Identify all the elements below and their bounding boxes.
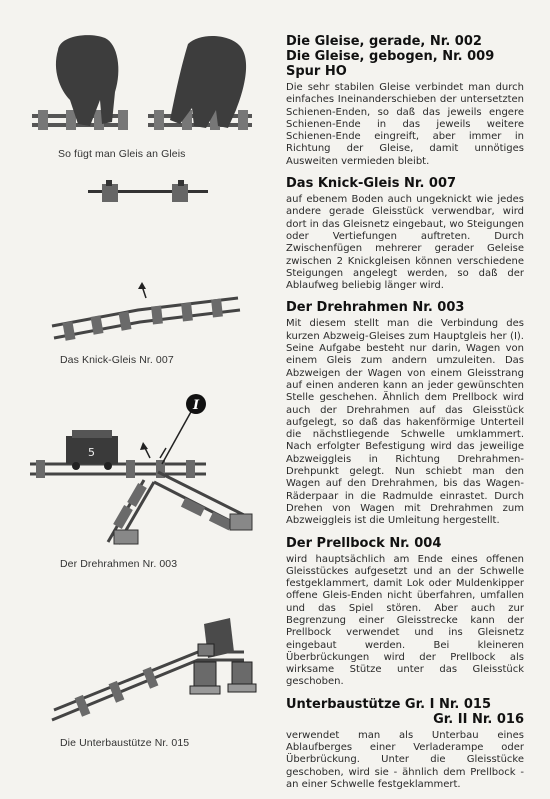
body-prellbock: wird hauptsächlich am Ende eines offenen Gleisstückes aufgesetzt und an der Schwelle festgeklammert, damit Lok oder Muldenkipper offene Gleis-Enden nicht überfahren, umfallen und das Spiel stören. Aber auch zur Begrenzung einer Gleisstrecke kann der Prellbock verwendet und ins Gleisnetz eingebaut werden. Bei kleineren Überbrückungen wird der Prellbock als wirksame Stütze unter das Gleisstück geschoben. xyxy=(286,553,524,688)
fig2-caption: Das Knick-Gleis Nr. 007 xyxy=(60,354,174,366)
marker-label: I xyxy=(193,398,200,413)
fig4-caption: Die Unterbaustütze Nr. 015 xyxy=(60,737,190,749)
left-hand xyxy=(56,35,118,126)
heading-prellbock: Der Prellbock Nr. 004 xyxy=(286,535,442,551)
heading-gleise-gerade: Die Gleise, gerade, Nr. 002 xyxy=(286,34,482,49)
section-unterbaustuetze xyxy=(286,697,524,791)
illustration-column xyxy=(0,0,262,790)
text-column xyxy=(286,34,524,799)
heading-gleise-gebogen: Die Gleise, gebogen, Nr. 009 xyxy=(286,49,495,64)
heading-unterbaustuetze-2: Gr. II Nr. 016 xyxy=(433,711,524,727)
unterbaustuetze-illustration xyxy=(48,616,262,724)
body-gleise: Die sehr stabilen Gleise verbindet man durch einfaches Ineinanderschieben der untersetzten Schienen-Enden, so daß das jeweils engere Schienen-Ende in das jeweils weitere Schienen-Ende eingreift, aber immer in Richtung der Gleise, damit unnötiges Ausweiten vermieden bleibt. xyxy=(286,82,524,167)
wagon-number-label: 5 xyxy=(88,446,95,459)
hands-joining-track-illustration xyxy=(30,30,260,140)
fig3-caption: Der Drehrahmen Nr. 003 xyxy=(60,558,178,570)
drehrahmen-illustration xyxy=(26,392,262,550)
body-knick-gleis: auf ebenem Boden auch ungeknickt wie jedes andere gerade Gleisstück verwendbar, wird dort in das Gleisnetz eingebaut, wo Steigungen oder Vertiefungen auftreten. Durch Zwischenfügen mehrerer gerader Geleise zwischen 2 Knickgleisen können verschiedene Steigungen angelegt werden, so daß der Ablaufweg beliebig länger wird. xyxy=(286,194,524,292)
section-knick-gleis xyxy=(286,176,524,292)
heading-unterbaustuetze-1: Unterbaustütze Gr. I Nr. 015 xyxy=(286,696,492,712)
joined-track-detail xyxy=(88,178,208,208)
section-prellbock xyxy=(286,536,524,689)
body-unterbaustuetze: verwendet man als Unterbau eines Ablaufberges einer Verladerampe oder Überbrückung. Unter die Gleisstücke geschoben, wird sie - ähnlich dem Prellbock - an einer Schwelle festgeklammert. xyxy=(286,729,524,790)
heading-drehrahmen: Der Drehrahmen Nr. 003 xyxy=(286,300,465,316)
knick-gleis-illustration xyxy=(48,276,243,348)
section-drehrahmen xyxy=(286,300,524,527)
section-gleise xyxy=(286,34,524,168)
heading-spur-ho: Spur HO xyxy=(286,64,347,79)
heading-knick-gleis: Das Knick-Gleis Nr. 007 xyxy=(286,176,457,192)
body-drehrahmen: Mit diesem stellt man die Verbindung des kurzen Abzweig-Gleises zum Hauptgleis her (I). Seine Aufgabe besteht nur darin, Wagen von einem Gleis zum andern umzuleiten. Das Abzweigen der Wagen von einem Gleisstrang auf einen anderen kann an jeder gewünschten Stelle geschehen. Ähnlich dem Prellbock wird auch der Drehrahmen auf das Gleisstück aufgelegt, so daß das hakenförmige Unterteil die nächstliegende Schwelle umklammert. Nach erfolgter Befestigung wird das jeweilige Abzweiggleis in Richtung Drehrahmen-Drehpunkt gelegt. Nun schiebt man den Wagen auf den Drehrahmen, bis das Wagen-Räderpaar in die Radmulde einrastet. Durch Drehen von Wagen mit Drehrahmen zum Abzweiggleis ist die Umleitung hergestellt. xyxy=(286,318,524,527)
support-block xyxy=(194,662,216,686)
fig1-caption: So fügt man Gleis an Gleis xyxy=(58,148,186,160)
